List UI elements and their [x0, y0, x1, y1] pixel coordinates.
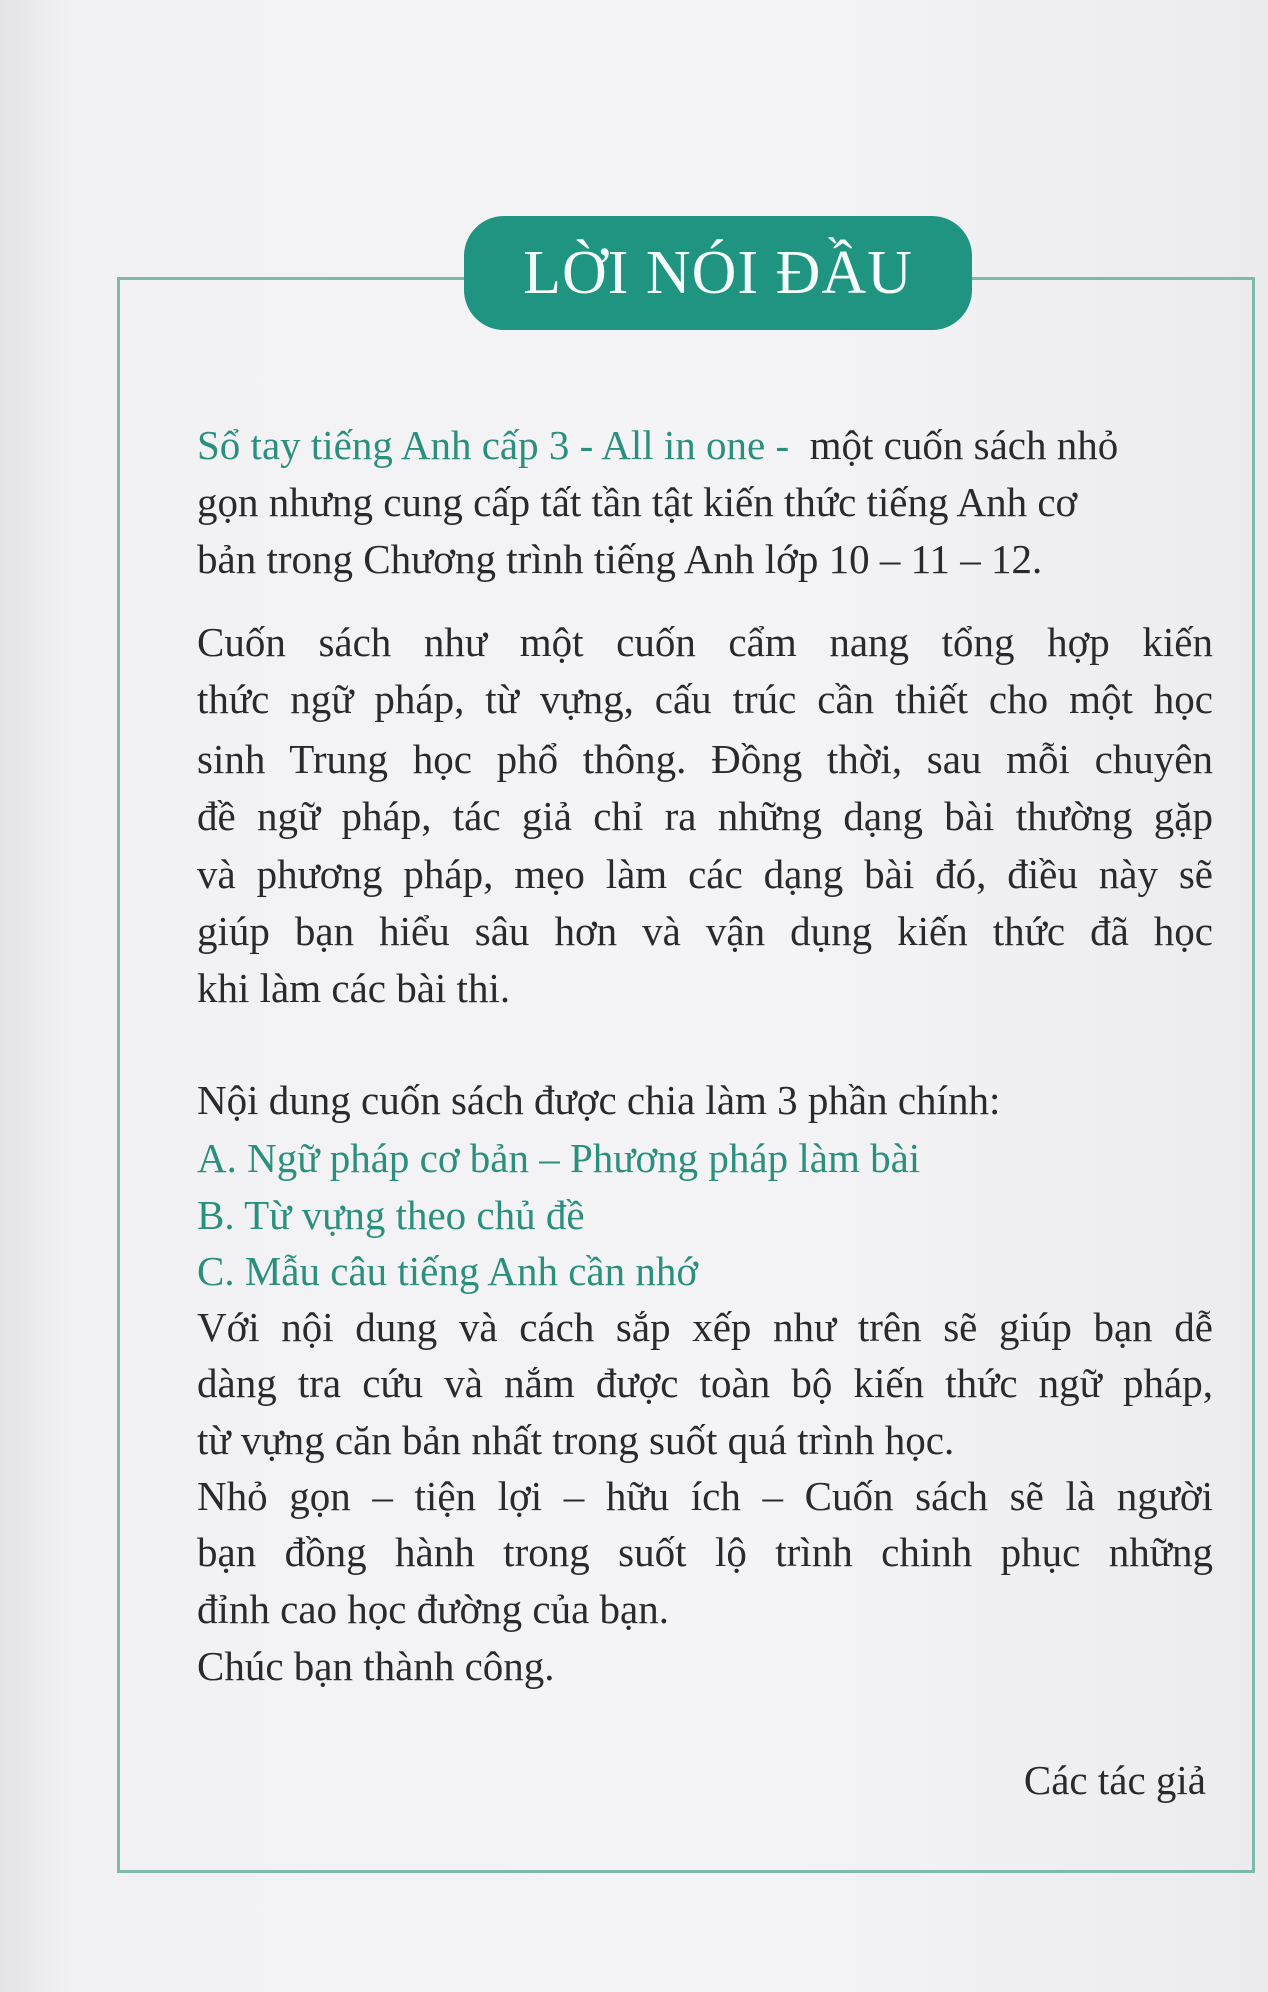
text-line: bạn đồng hành trong suốt lộ trình chinh phục những — [197, 1529, 1213, 1575]
text-line: thức ngữ pháp, từ vựng, cấu trúc cần thiết cho một học — [197, 676, 1213, 722]
intro-line — [197, 419, 1213, 471]
text-line: đề ngữ pháp, tác giả chỉ ra những dạng bài thường gặp — [197, 793, 1213, 839]
text-line: Nhỏ gọn – tiện lợi – hữu ích – Cuốn sách sẽ là người — [197, 1473, 1213, 1519]
text-line: sinh Trung học phổ thông. Đồng thời, sau mỗi chuyên — [197, 736, 1213, 782]
text-line: Nội dung cuốn sách được chia làm 3 phần chính: — [197, 1077, 1001, 1123]
text-line: C. Mẫu câu tiếng Anh cần nhớ — [197, 1248, 699, 1294]
page-title: LỜI NÓI ĐẦU — [523, 238, 913, 307]
book-title: Sổ tay tiếng Anh cấp 3 - All in one - — [197, 422, 790, 468]
text-line: Cuốn sách như một cuốn cẩm nang tổng hợp kiến — [197, 619, 1213, 665]
text-line: dàng tra cứu và nắm được toàn bộ kiến thức ngữ pháp, — [197, 1360, 1213, 1406]
text-line: và phương pháp, mẹo làm các dạng bài đó, điều này sẽ — [197, 851, 1213, 897]
text-line: A. Ngữ pháp cơ bản – Phương pháp làm bài — [197, 1135, 921, 1181]
text-line: bản trong Chương trình tiếng Anh lớp 10 – 11 – 12. — [197, 536, 1043, 582]
title-banner — [464, 216, 972, 330]
text-line: B. Từ vựng theo chủ đề — [197, 1192, 585, 1238]
text-line: Với nội dung và cách sắp xếp như trên sẽ giúp bạn dễ — [197, 1304, 1213, 1350]
text-line: khi làm các bài thi. — [197, 965, 511, 1011]
text-line: gọn nhưng cung cấp tất tần tật kiến thức tiếng Anh cơ — [197, 479, 1078, 525]
signature: Các tác giả — [1023, 1757, 1206, 1803]
text-line: đỉnh cao học đường của bạn. — [197, 1586, 669, 1632]
text-line: từ vựng căn bản nhất trong suốt quá trình học. — [197, 1417, 955, 1463]
text-line: giúp bạn hiểu sâu hơn và vận dụng kiến thức đã học — [197, 908, 1213, 954]
text-line: Chúc bạn thành công. — [197, 1643, 555, 1689]
intro-rest: một cuốn sách nhỏ — [789, 422, 1119, 468]
